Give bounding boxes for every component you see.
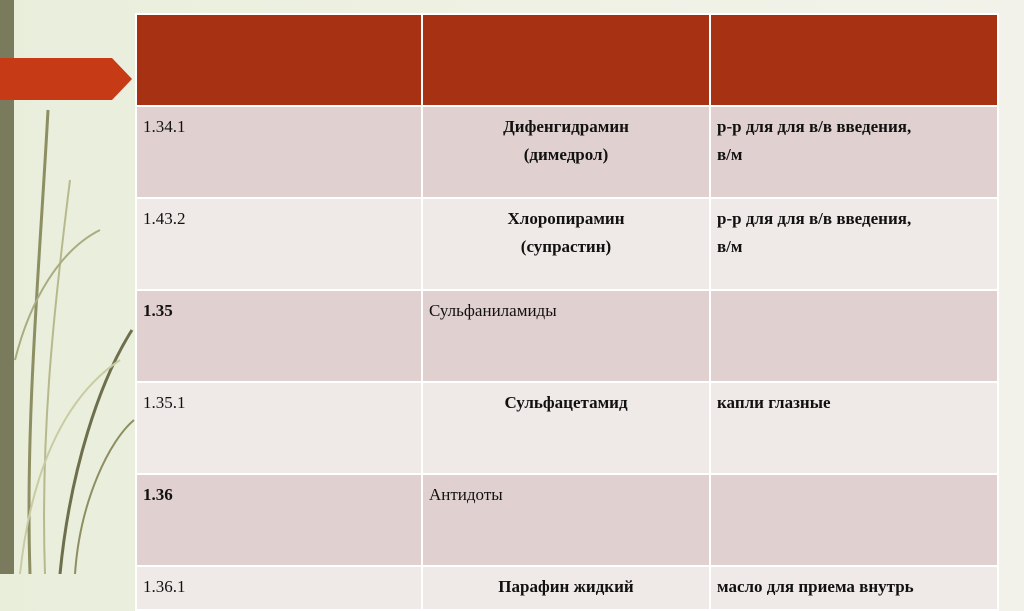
header-cell [136,14,422,106]
table-row [136,290,998,382]
header-cell [422,14,710,106]
drug-name: Хлоропирамин [507,209,625,228]
form-cell: капли глазные [710,382,998,474]
code-cell: 1.36.1 [136,566,422,610]
drug-name-cell [422,198,710,290]
code-cell: 1.34.1 [136,106,422,198]
drug-name-cell: Сульфацетамид [422,382,710,474]
table-row [136,106,998,198]
table-header-row [136,14,998,106]
form-text: в/м [717,145,743,164]
form-text: р-р для для в/в введения, [717,117,912,136]
empty-cell [710,290,998,382]
drug-alt-name: (супрастин) [520,237,612,256]
form-cell [710,198,998,290]
drug-name-cell: Парафин жидкий [422,566,710,610]
table-row [136,382,998,474]
table-row [136,474,998,566]
form-cell: масло для приема внутрь [710,566,998,610]
form-text: в/м [717,237,743,256]
form-text: р-р для для в/в введения, [717,209,912,228]
table-row [136,198,998,290]
group-cell: Сульфаниламиды [422,290,710,382]
drug-name-cell [422,106,710,198]
empty-cell [710,474,998,566]
title-arrow-shape [0,58,132,100]
drug-alt-name: (димедрол) [523,145,609,164]
group-cell: Антидоты [422,474,710,566]
form-cell [710,106,998,198]
code-cell: 1.35 [136,290,422,382]
drug-table [135,13,999,611]
drug-name: Дифенгидрамин [503,117,629,136]
header-cell [710,14,998,106]
code-cell: 1.35.1 [136,382,422,474]
code-cell: 1.36 [136,474,422,566]
table-row [136,566,998,610]
code-cell: 1.43.2 [136,198,422,290]
